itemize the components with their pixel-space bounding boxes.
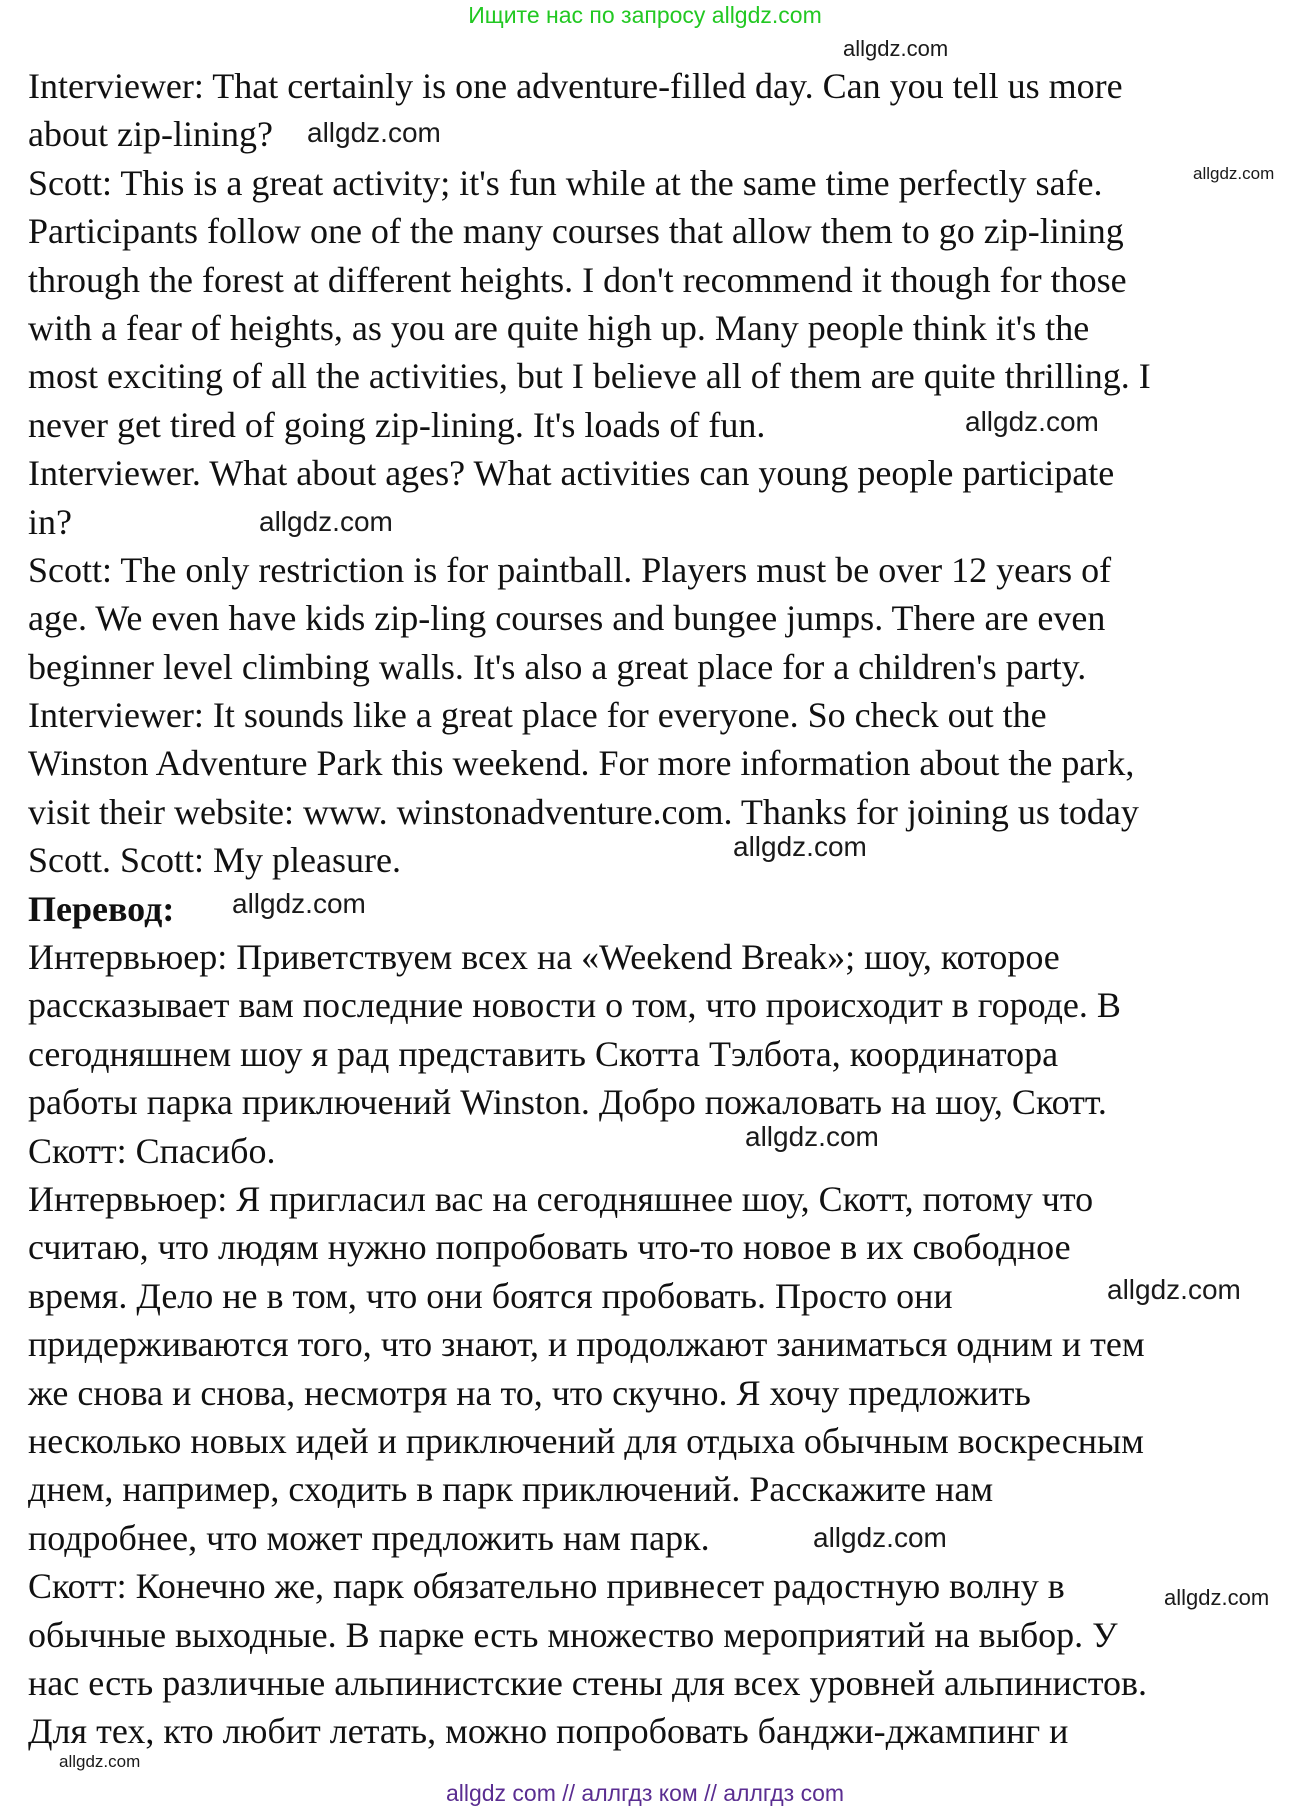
text-line: Interviewer: It sounds like a great place for everyone. So check out the bbox=[28, 695, 1047, 736]
document-body bbox=[28, 62, 1268, 1756]
watermark: allgdz.com bbox=[965, 406, 1099, 437]
watermark: allgdz.com bbox=[307, 117, 441, 148]
text-line: Scott. Scott: My pleasure. bbox=[28, 840, 401, 881]
watermark: allgdz.com bbox=[843, 36, 949, 61]
watermark: allgdz.com bbox=[1107, 1274, 1241, 1305]
text-line: beginner level climbing walls. It's also a great place for a children's party. bbox=[28, 646, 1087, 687]
translation-line: рассказывает вам последние новости о том, что происходит в городе. В bbox=[28, 985, 1121, 1026]
text-line: age. We even have kids zip-ling courses and bungee jumps. There are even bbox=[28, 598, 1106, 639]
watermark: allgdz.com bbox=[733, 831, 867, 862]
text-line: Scott: This is a great activity; it's fun while at the same time perfectly safe. bbox=[28, 162, 1103, 203]
text-line: Winston Adventure Park this weekend. For more information about the park, bbox=[28, 743, 1135, 784]
translation-line: же снова и снова, несмотря на то, что скучно. Я хочу предложить bbox=[28, 1372, 1031, 1413]
text-line: in? bbox=[28, 501, 72, 542]
text-line: through the forest at different heights. I don't recommend it though for those bbox=[28, 259, 1127, 300]
text-line: with a fear of heights, as you are quite high up. Many people think it's the bbox=[28, 307, 1090, 348]
watermark: allgdz.com bbox=[232, 888, 366, 919]
translation-line: подробнее, что может предложить нам парк. bbox=[28, 1517, 710, 1558]
text-line: visit their website: www. winstonadventure.com. Thanks for joining us today bbox=[28, 791, 1139, 832]
footer-watermark: allgdz com // аллгдз ком // аллгдз com bbox=[445, 1780, 845, 1806]
translation-line: Скотт: Спасибо. bbox=[28, 1130, 276, 1171]
translation-heading: Перевод: bbox=[28, 888, 175, 929]
translation-line: время. Дело не в том, что они боятся пробовать. Просто они bbox=[28, 1275, 953, 1316]
text-line: about zip-lining? bbox=[28, 114, 273, 155]
translation-line: Интервьюер: Приветствуем всех на «Weekend Break»; шоу, которое bbox=[28, 937, 1060, 978]
translation-line: Скотт: Конечно же, парк обязательно привнесет радостную волну в bbox=[28, 1566, 1065, 1607]
text-line: most exciting of all the activities, but I believe all of them are quite thrilling. I bbox=[28, 356, 1151, 397]
translation-line: Интервьюер: Я пригласил вас на сегодняшнее шоу, Скотт, потому что bbox=[28, 1178, 1094, 1219]
watermark: allgdz.com bbox=[1164, 1585, 1270, 1610]
watermark: allgdz.com bbox=[745, 1121, 879, 1152]
top-banner: Ищите нас по запросу allgdz.com bbox=[468, 2, 822, 28]
watermark: allgdz.com bbox=[259, 506, 393, 537]
translation-line: нас есть различные альпинистские стены для всех уровней альпинистов. bbox=[28, 1662, 1147, 1703]
translation-line: придерживаются того, что знают, и продолжают заниматься одним и тем bbox=[28, 1324, 1145, 1365]
translation-line: днем, например, сходить в парк приключений. Расскажите нам bbox=[28, 1469, 994, 1510]
text-line: Participants follow one of the many courses that allow them to go zip-lining bbox=[28, 211, 1124, 252]
translation-line: работы парка приключений Winston. Добро пожаловать на шоу, Скотт. bbox=[28, 1082, 1107, 1123]
translation-line: считаю, что людям нужно попробовать что-то новое в их свободное bbox=[28, 1227, 1071, 1268]
watermark: allgdz.com bbox=[59, 1752, 141, 1771]
watermark: allgdz.com bbox=[1193, 164, 1275, 183]
text-line: never get tired of going zip-lining. It's loads of fun. bbox=[28, 404, 766, 445]
text-line: Interviewer: That certainly is one adventure-filled day. Can you tell us more bbox=[28, 66, 1123, 106]
translation-line: обычные выходные. В парке есть множество мероприятий на выбор. У bbox=[28, 1614, 1118, 1655]
translation-line: сегодняшнем шоу я рад представить Скотта Тэлбота, координатора bbox=[28, 1033, 1059, 1074]
translation-line: несколько новых идей и приключений для отдыха обычным воскресным bbox=[28, 1420, 1144, 1461]
translation-line: Для тех, кто любит летать, можно попробовать банджи-джампинг и bbox=[28, 1711, 1069, 1752]
watermark: allgdz.com bbox=[813, 1522, 947, 1553]
text-line: Scott: The only restriction is for paintball. Players must be over 12 years of bbox=[28, 549, 1112, 590]
text-line: Interviewer. What about ages? What activities can young people participate bbox=[28, 453, 1115, 494]
